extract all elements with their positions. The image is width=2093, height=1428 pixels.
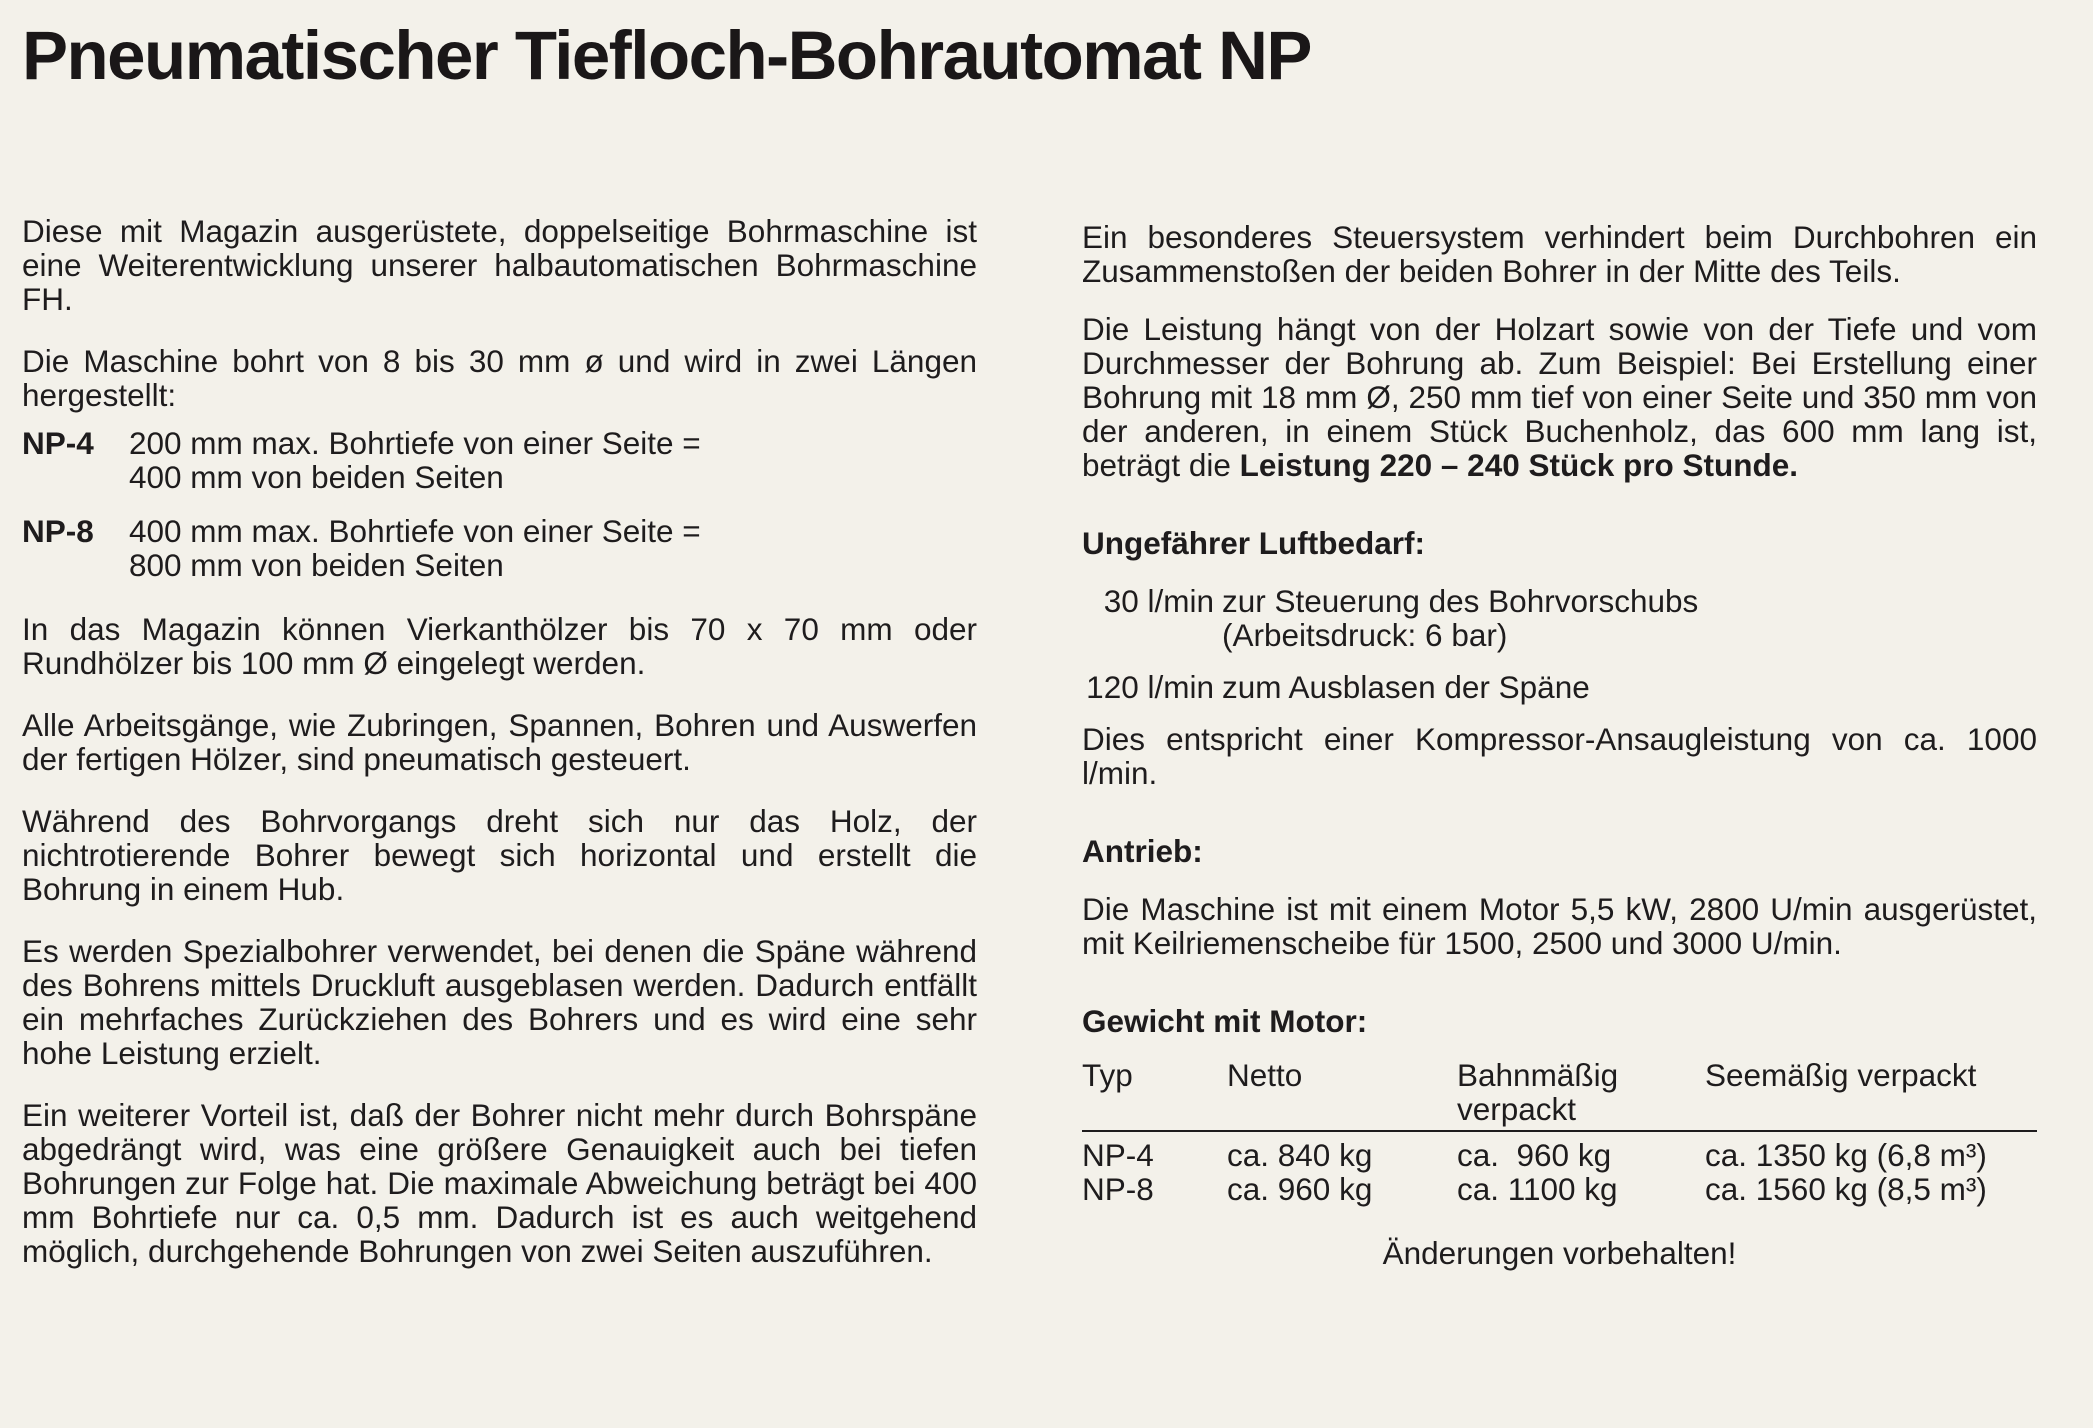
air-description (1222, 584, 2037, 652)
table-cell: NP-8 (1082, 1171, 1154, 1207)
performance-highlight: Leistung 220 – 240 Stück pro Stunde. (1239, 447, 1799, 483)
air-heading: Ungefährer Luftbedarf: (1082, 525, 1426, 561)
air-row (1082, 584, 2037, 652)
weight-table (1082, 1058, 2037, 1206)
column-header: Netto (1227, 1057, 1303, 1093)
right-column (1082, 220, 2037, 1270)
performance-text: Die Leistung hängt von der Holzart sowie von der Tiefe und vom Durchmesser der Bohrung ab. Zum Beispiel: Bei Erstellung einer Bohrung mit 18 mm Ø, 250 mm tief von einer Seite und 350 mm von der anderen, in einem Stück Buchenholz, das 600 mm lang ist, beträgt die (1082, 311, 2037, 483)
model-type: NP-8 (22, 513, 94, 549)
table-cell: ca. 1560 kg (8,5 m³) (1705, 1171, 1987, 1207)
changes-note: Änderungen vorbehalten! (1382, 1235, 1737, 1271)
air-amount: 120 l/min (1086, 669, 1214, 705)
table-row (1082, 1172, 2037, 1206)
intro-paragraph: Diese mit Magazin ausgerüstete, doppelseitige Bohrmaschine ist eine Weiterentwicklung unserer halbautomatischen Bohrmaschine FH. (22, 213, 977, 317)
air-description: zum Ausblasen der Späne (1222, 669, 1590, 705)
table-cell: ca. 960 kg (1457, 1137, 1612, 1173)
table-row (1082, 1131, 2037, 1172)
column-header: Bahnmäßig verpackt (1457, 1057, 1619, 1127)
drive-heading: Antrieb: (1082, 833, 1203, 869)
table-cell: NP-4 (1082, 1137, 1154, 1173)
special-drill-paragraph: Es werden Spezialbohrer verwendet, bei denen die Späne während des Bohrens mittels Druckluft ausgeblasen werden. Dadurch entfällt ein mehrfaches Zurückziehen des Bohrers und es wird eine sehr hohe Leistung erzielt. (22, 933, 977, 1071)
model-line: 400 mm max. Bohrtiefe von einer Seite = (129, 513, 701, 549)
model-line: 800 mm von beiden Seiten (129, 547, 504, 583)
size-paragraph: Die Maschine bohrt von 8 bis 30 mm ø und wird in zwei Längen hergestellt: (22, 343, 977, 413)
page-title: Pneumatischer Tiefloch-Bohrautomat NP (22, 17, 1311, 94)
model-line: 200 mm max. Bohrtiefe von einer Seite = (129, 425, 701, 461)
column-header: Seemäßig verpackt (1705, 1057, 1977, 1093)
weight-heading: Gewicht mit Motor: (1082, 1003, 1368, 1039)
table-cell: ca. 840 kg (1227, 1137, 1373, 1173)
table-cell: ca. 1100 kg (1457, 1171, 1618, 1207)
table-header-row (1082, 1058, 2037, 1131)
model-np8 (22, 514, 977, 582)
drive-paragraph: Die Maschine ist mit einem Motor 5,5 kW, 2800 U/min ausgerüstet, mit Keilriemenscheibe für 1500, 2500 und 3000 U/min. (1082, 891, 2037, 961)
compressor-paragraph: Dies entspricht einer Kompressor-Ansaugleistung von ca. 1000 l/min. (1082, 721, 2037, 791)
control-paragraph: Ein besonderes Steuersystem verhindert beim Durchbohren ein Zusammenstoßen der beiden Bohrer in der Mitte des Teils. (1082, 219, 2037, 289)
table-cell: ca. 960 kg (1227, 1171, 1373, 1207)
model-line: 400 mm von beiden Seiten (129, 459, 504, 495)
model-np4 (22, 426, 977, 494)
left-column (22, 214, 977, 1268)
operations-paragraph: Alle Arbeitsgänge, wie Zubringen, Spannen, Bohren und Auswerfen der fertigen Hölzer, sind pneumatisch gesteuert. (22, 707, 977, 777)
model-desc (129, 514, 977, 582)
air-amount: 30 l/min (1103, 583, 1214, 619)
air-row (1082, 670, 2037, 704)
air-line: zur Steuerung des Bohrvorschubs (1222, 583, 1699, 619)
model-type: NP-4 (22, 425, 94, 461)
accuracy-paragraph: Ein weiterer Vorteil ist, daß der Bohrer nicht mehr durch Bohrspäne abgedrängt wird, was eine größere Genauigkeit auch bei tiefen Bohrungen zur Folge hat. Die maximale Abweichung beträgt bei 400 mm Bohrtiefe nur ca. 0,5 mm. Dadurch ist es auch weitgehend möglich, durchgehende Bohrungen von zwei Seiten auszuführen. (22, 1097, 977, 1269)
drilling-paragraph: Während des Bohrvorgangs dreht sich nur das Holz, der nichtrotierende Bohrer bewegt sich horizontal und erstellt die Bohrung in einem Hub. (22, 803, 977, 907)
table-cell: ca. 1350 kg (6,8 m³) (1705, 1137, 1987, 1173)
column-header: Typ (1082, 1057, 1133, 1093)
performance-paragraph (1082, 312, 2037, 482)
magazine-paragraph: In das Magazin können Vierkanthölzer bis 70 x 70 mm oder Rundhölzer bis 100 mm Ø eingelegt werden. (22, 611, 977, 681)
model-desc (129, 426, 977, 494)
air-line: (Arbeitsdruck: 6 bar) (1222, 617, 1508, 653)
